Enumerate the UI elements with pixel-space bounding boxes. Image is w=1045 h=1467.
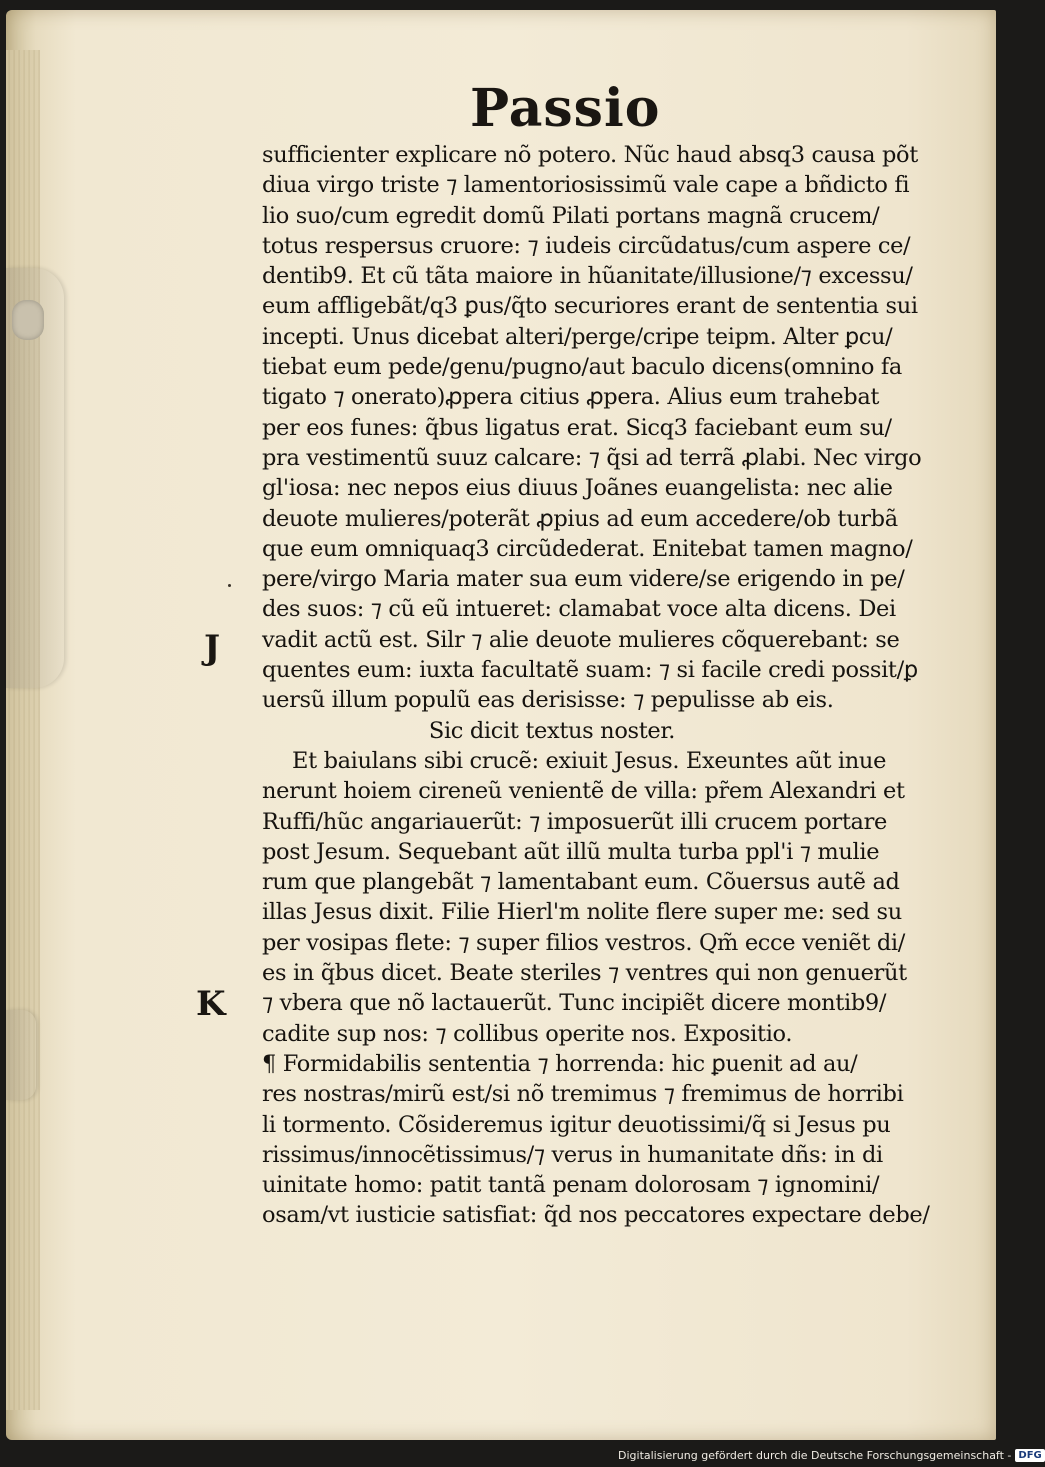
text-line: nerunt hoiem cireneũ venientẽ de villa: pr̃em Alexandri et	[262, 778, 905, 805]
text-line: es in q̃bus dicet. Beate steriles ⁊ ventres qui non genuerũt	[262, 960, 907, 987]
dfg-logo: DFG	[1015, 1449, 1044, 1462]
text-line: res nostras/mirũ est/si nõ tremimus ⁊ fremimus de horribi	[262, 1081, 904, 1108]
text-line: des suos: ⁊ cũ eũ intueret: clamabat voce alta dicens. Dei	[262, 596, 896, 623]
text-line: que eum omniquaq3 circũdederat. Enitebat tamen magno/	[262, 535, 913, 562]
text-line: li tormento. Cõsideremus igitur deuotissimi/q̃ si Jesus pu	[262, 1111, 891, 1138]
text-line: uersũ illum populũ eas derisisse: ⁊ pepulisse ab eis.	[262, 687, 834, 714]
text-line: uinitate homo: patit tantã penam dolorosam ⁊ ignomini/	[262, 1172, 880, 1199]
text-line: rum que plangebãt ⁊ lamentabant eum. Cõuersus autẽ ad	[262, 869, 900, 896]
text-line: totus respersus cruore: ⁊ iudeis circũdatus/cum aspere ce/	[262, 232, 911, 259]
text-line: deuote mulieres/poterãt ꝓpius ad eum accedere/ob turbã	[262, 505, 898, 532]
text-line: ⁊ vbera que nõ lactauerũt. Tunc incipiẽt dicere montib9/	[262, 990, 887, 1017]
page-heading: Passio	[470, 78, 661, 139]
clasp-mark	[12, 300, 44, 340]
text-line: pere/virgo Maria mater sua eum videre/se erigendo in pe/	[262, 566, 905, 593]
text-line: eum affligebãt/q3 ꝑus/q̃to securiores erant de sententia sui	[262, 293, 918, 320]
text-line: vadit actũ est. Silr ⁊ alie deuote mulieres cõquerebant: se	[262, 626, 900, 653]
text-line: ¶ Formidabilis sententia ⁊ horrenda: hic ꝑuenit ad au/	[262, 1050, 858, 1077]
text-line: cadite sup nos: ⁊ collibus operite nos. Expositio.	[262, 1020, 793, 1047]
section-caption: Sic dicit textus noster.	[428, 717, 676, 744]
text-line: sufficienter explicare nõ potero. Nũc haud absq3 causa põt	[262, 142, 918, 168]
text-line: incepti. Unus dicebat alteri/perge/cripe teipm. Alter ꝑcu/	[262, 323, 893, 350]
text-line: lio suo/cum egredit domũ Pilati portans magnã crucem/	[262, 202, 880, 229]
text-line: tigato ⁊ onerato)ꝓpera citius ꝓpera. Alius eum trahebat	[262, 384, 880, 411]
credit-text: Digitalisierung gefördert durch die Deutsche Forschungsgemeinschaft -	[618, 1448, 1012, 1462]
text-line: diua virgo triste ⁊ lamentoriosissimũ vale cape a bñdicto fi	[262, 172, 910, 199]
page-edge-stack	[6, 50, 40, 1410]
text-line: pra vestimentũ suuz calcare: ⁊ q̃si ad terrã ꝓlabi. Nec virgo	[262, 444, 922, 471]
text-line: rissimus/innocẽtissimus/⁊ verus in humanitate dñs: in di	[262, 1141, 883, 1168]
margin-marker-k: K	[196, 984, 226, 1024]
body-text	[262, 140, 930, 1231]
margin-marker-j: J	[204, 628, 221, 668]
text-line: Et baiulans sibi crucẽ: exiuit Jesus. Exeuntes aũt inue	[292, 747, 887, 774]
ink-dot	[228, 584, 231, 587]
text-line: quentes eum: iuxta facultatẽ suam: ⁊ si facile credi possit/ꝑ	[262, 657, 918, 684]
text-line: per vosipas flete: ⁊ super filios vestros. Qm̃ ecce veniẽt di/	[262, 929, 905, 956]
text-line: tiebat eum pede/genu/pugno/aut baculo dicens(omnino fa	[262, 354, 902, 381]
text-line: osam/vt iusticie satisfiat: q̃d nos peccatores expectare debe/	[262, 1202, 930, 1229]
text-line: post Jesum. Sequebant aũt illũ multa turba ppl'i ⁊ mulie	[262, 838, 880, 865]
text-line: illas Jesus dixit. Filie Hierl'm nolite flere super me: sed su	[262, 899, 902, 926]
text-line: gl'iosa: nec nepos eius diuus Joãnes euangelista: nec alie	[262, 475, 893, 502]
bookmark-tab-lower	[6, 1010, 36, 1100]
text-line: Ruffi/hũc angariauerũt: ⁊ imposuerũt illi crucem portare	[262, 808, 887, 835]
text-line: per eos funes: q̃bus ligatus erat. Sicq3 faciebant eum su/	[262, 414, 892, 441]
digitization-credit	[618, 1446, 1045, 1464]
text-line: dentib9. Et cũ tãta maiore in hũanitate/illusione/⁊ excessu/	[262, 263, 913, 290]
